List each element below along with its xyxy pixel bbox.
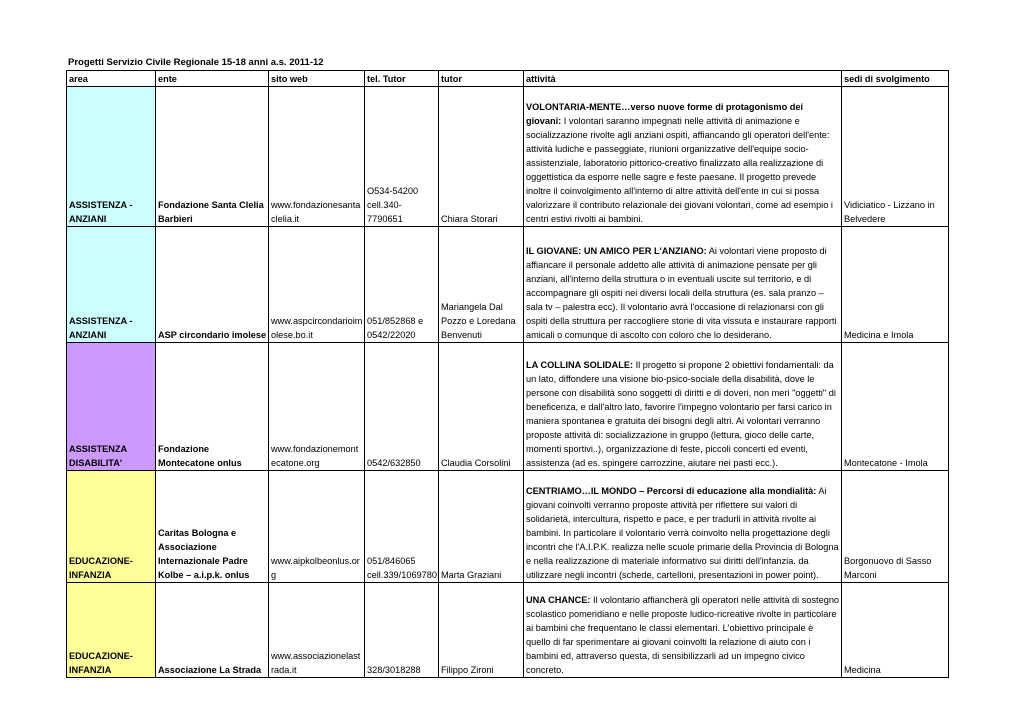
attivita-title: UNA CHANCE:: [526, 595, 591, 605]
cell-attivita: [524, 343, 842, 471]
cell-tel: O534-54200 cell.340-7790651: [365, 87, 439, 227]
cell-attivita: [524, 583, 842, 678]
cell-area: ASSISTENZA DISABILITA': [67, 343, 156, 471]
header-tel-tutor: tel. Tutor: [365, 71, 439, 87]
cell-area: EDUCAZIONE- INFANZIA: [67, 471, 156, 583]
cell-tutor: Chiara Storari: [439, 87, 524, 227]
cell-area: ASSISTENZA - ANZIANI: [67, 227, 156, 343]
attivita-text: Ai volontari viene proposto di affiancare il personale addetto alle attività di animazione pensate per gli anziani, all'interno della struttura o in eventuali uscite sul territorio, e di accompagnare gli ospiti nei diversi locali della struttura (es. sala pranzo – sala tv – palestra ecc). Il volontario avrà l'occasione di relazionarsi con gli ospiti della struttura per raccogliere storie di vita vissuta e instaurare rapporti amicali o comunque di ascolto con coloro che lo desiderano.: [526, 246, 837, 340]
table-header-row: [67, 71, 949, 87]
cell-attivita: [524, 87, 842, 227]
cell-tel: 051/852868 e 0542/22020: [365, 227, 439, 343]
attivita-text: Il progetto si propone 2 obiettivi fondamentali: da un lato, diffondere una visione bio-psico-sociale della disabilità, dove le persone con disabilità sono soggetti di diritti e di doveri, non meri "oggetti" di beneficenza, e dall'altro lato, favorire l'impegno volontario per farsi carico in maniera spontanea e gratuita dei bisogni degli altri. Ai volontari verranno proposte attività di: socializzazione in gruppo (lettura, gioco delle carte, momenti sportivi..), organizzazione di feste, piccoli concerti ed eventi, assistenza (ad es. spingere carrozzine, aiutare nei pasti ecc.).: [526, 360, 836, 468]
cell-ente: Fondazione Montecatone onlus: [156, 343, 269, 471]
cell-sedi: Vidiciatico - Lizzano in Belvedere: [842, 87, 949, 227]
attivita-text: Ai giovani coinvolti verranno proposte attività per riflettere sui valori di solidarietà, intercultura, rispetto e pace, e per tradurli in attività rivolte ai bambini. In particolare il volontario verrà coinvolto nella progettazione degli incontri che l'A.I.P.K. realizza nelle scuole primarie della Provincia di Bologna e nella realizzazione di materiale informativo sui diritti dell'infanzia. da utilizzare negli incontri (schede, cartelloni, presentazioni in power point).: [526, 486, 839, 580]
cell-sedi: Medicina e Imola: [842, 227, 949, 343]
header-ente: ente: [156, 71, 269, 87]
table-row: [67, 471, 949, 583]
cell-sito: www.aipkolbeonlus.org: [269, 471, 365, 583]
attivita-text: Il volontario affiancherà gli operatori nelle attività di sostegno scolastico pomeridiano e nelle proposte ludico-ricreative rivolte in particolare ai bambini che frequentano le classi elementari. L'obiettivo principale è quello di far sperimentare ai giovani coinvolti la relazione di aiuto con i bambini ed, attraverso questa, di sensibilizzarli ad un impegno civico concreto.: [526, 595, 840, 675]
cell-ente: Fondazione Santa Clelia Barbieri: [156, 87, 269, 227]
table-row: [67, 87, 949, 227]
table-row: [67, 583, 949, 678]
cell-tel: 051/846065 cell.339/1069780: [365, 471, 439, 583]
header-tutor: tutor: [439, 71, 524, 87]
header-area: area: [67, 71, 156, 87]
attivita-text: I volontari saranno impegnati nelle attività di animazione e socializzazione rivolte agli anziani ospiti, affiancando gli operatori dell'ente: attività ludiche e passeggiate, riunioni organizzative dell'equipe socio-assistenziale, laboratorio pittorico-creativo finalizzato alla realizzazione di oggettistica da esporre nelle sagre e feste paesane. Il progetto prevede inoltre il coinvolgimento all'interno di altre attività dell'ente in cui si possa valorizzare il contributo relazionale dei giovani volontari, come ad esempio i centri estivi rivolti ai bambini.: [526, 116, 833, 224]
attivita-title: IL GIOVANE: UN AMICO PER L'ANZIANO:: [526, 246, 707, 256]
header-sito-web: sito web: [269, 71, 365, 87]
cell-sedi: Montecatone - Imola: [842, 343, 949, 471]
cell-ente: Associazione La Strada: [156, 583, 269, 678]
table-row: [67, 343, 949, 471]
projects-table: [66, 70, 949, 678]
cell-ente: ASP circondario imolese: [156, 227, 269, 343]
header-sedi: sedi di svolgimento: [842, 71, 949, 87]
cell-sito: www.fondazionemontecatone.org: [269, 343, 365, 471]
document-title: Progetti Servizio Civile Regionale 15-18 anni a.s. 2011-12: [68, 57, 324, 68]
attivita-title: LA COLLINA SOLIDALE:: [526, 360, 634, 370]
cell-tutor: Marta Graziani: [439, 471, 524, 583]
header-attivita: attività: [524, 71, 842, 87]
cell-sito: www.associazionelastrada.it: [269, 583, 365, 678]
attivita-title: VOLONTARIA-MENTE…verso nuove forme di protagonismo dei giovani:: [526, 102, 804, 126]
cell-attivita: [524, 471, 842, 583]
cell-tutor: Claudia Corsolini: [439, 343, 524, 471]
cell-tutor: Mariangela Dal Pozzo e Loredana Benvenuti: [439, 227, 524, 343]
cell-tutor: Filippo Zironi: [439, 583, 524, 678]
cell-area: EDUCAZIONE- INFANZIA: [67, 583, 156, 678]
cell-area: ASSISTENZA - ANZIANI: [67, 87, 156, 227]
cell-sito: www.fondazionesantaclelia.it: [269, 87, 365, 227]
cell-tel: 0542/632850: [365, 343, 439, 471]
cell-tel: 328/3018288: [365, 583, 439, 678]
table-row: [67, 227, 949, 343]
cell-sedi: Borgonuovo di Sasso Marconi: [842, 471, 949, 583]
cell-sedi: Medicina: [842, 583, 949, 678]
cell-ente: Caritas Bologna e Associazione Internazionale Padre Kolbe – a.i.p.k. onlus: [156, 471, 269, 583]
cell-attivita: [524, 227, 842, 343]
attivita-title: CENTRIAMO…IL MONDO – Percorsi di educazione alla mondialità:: [526, 486, 817, 496]
cell-sito: www.aspcircondarioimolese.bo.it: [269, 227, 365, 343]
